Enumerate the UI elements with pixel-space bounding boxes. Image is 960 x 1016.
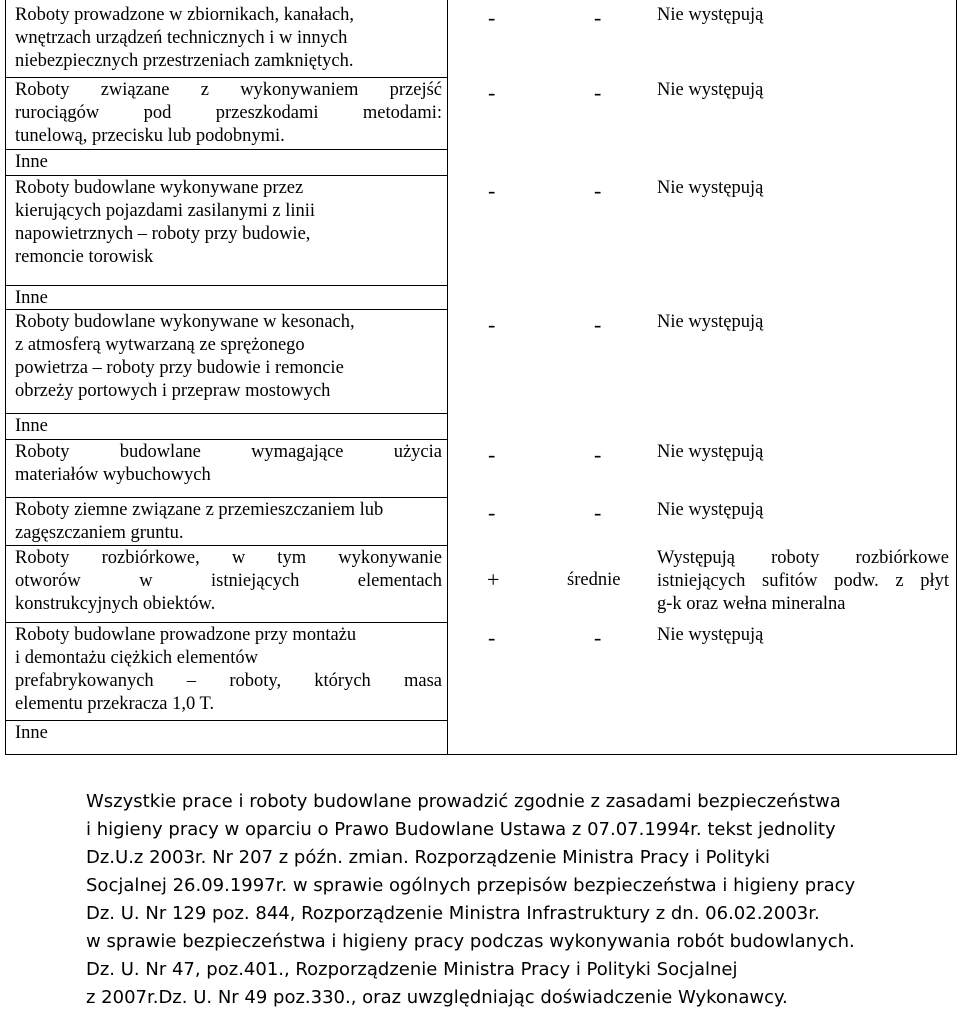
col2-mark: + [487,567,500,592]
col4-status: Nie występują [657,5,764,25]
col2-mark: - [488,80,496,105]
row-description-line: tunelową, przecisku lub podobnymi. [15,126,285,146]
col3-mark: średnie [567,570,621,590]
col2-mark: - [488,178,496,203]
row-description-line: Inne [15,152,48,172]
row-description-line: elementu przekracza 1,0 T. [15,694,215,714]
row-divider [5,285,447,286]
col4-status: g-k oraz wełna mineralna [657,594,846,614]
col3-mark: - [594,442,602,467]
row-description-line: rurociągów pod przeszkodami metodami: [15,103,442,123]
row-divider [5,149,447,150]
row-description-line: Roboty ziemne związane z przemieszczaniem lub [15,500,384,520]
row-divider [5,720,447,721]
column-divider [447,0,448,755]
col3-mark: - [594,178,602,203]
row-description-line: prefabrykowanych – roboty, których masa [15,671,442,691]
row-description-line: remoncie torowisk [15,247,154,267]
footer-note [86,788,954,1012]
row-description-line: Roboty rozbiórkowe, w tym wykonywanie [15,548,442,568]
row-description-line: kierujących pojazdami zasilanymi z linii [15,201,316,221]
footer-line: Dz. U. Nr 47, poz.401., Rozporządzenie Ministra Pracy i Polityki Socjalnej [86,959,738,980]
col3-mark: - [594,625,602,650]
row-description-line: Roboty budowlane prowadzone przy montażu [15,625,357,645]
row-description-line: materiałów wybuchowych [15,465,211,485]
table-bottom-border [5,754,957,755]
row-description-line: Roboty prowadzone w zbiornikach, kanałach, [15,5,355,25]
col2-mark: - [488,5,496,30]
col3-mark: - [594,5,602,30]
footer-line: z 2007r.Dz. U. Nr 49 poz.330., oraz uwzględniając doświadczenie Wykonawcy. [86,987,788,1008]
row-description-line: wnętrzach urządzeń technicznych i w innych [15,28,348,48]
col2-mark: - [488,625,496,650]
footer-line: Socjalnej 26.09.1997r. w sprawie ogólnych przepisów bezpieczeństwa i higieny pracy [86,875,856,896]
footer-line: Wszystkie prace i roboty budowlane prowadzić zgodnie z zasadami bezpieczeństwa [86,791,841,812]
col4-status: Nie występują [657,625,764,645]
row-description-line: Inne [15,416,48,436]
row-divider [5,622,447,623]
col4-status: Nie występują [657,442,764,462]
col2-mark: - [488,312,496,337]
row-description-line: niebezpiecznych przestrzeniach zamkniętych. [15,51,354,71]
row-divider [5,413,447,414]
col2-mark: - [488,500,496,525]
footer-line: Dz. U. Nr 129 poz. 844, Rozporządzenie Ministra Infrastruktury z dn. 06.02.2003r. [86,903,820,924]
footer-line: i higieny pracy w oparciu o Prawo Budowlane Ustawa z 07.07.1994r. tekst jednolity [86,819,836,840]
col4-status: Nie występują [657,80,764,100]
row-divider [5,175,447,176]
row-divider [5,309,447,310]
col3-mark: - [594,312,602,337]
col4-status: Nie występują [657,178,764,198]
row-divider [5,439,447,440]
row-description-line: Roboty budowlane wymagające użycia [15,442,442,462]
col4-status: Nie występują [657,500,764,520]
row-divider [5,77,447,78]
row-description-line: zagęszczaniem gruntu. [15,523,184,543]
col3-mark: - [594,500,602,525]
row-description-line: Roboty budowlane wykonywane w kesonach, [15,312,355,332]
row-description-line: obrzeży portowych i przepraw mostowych [15,381,331,401]
col3-mark: - [594,80,602,105]
row-description-line: i demontażu ciężkich elementów [15,648,258,668]
footer-line: Dz.U.z 2003r. Nr 207 z późn. zmian. Rozporządzenie Ministra Pracy i Polityki [86,847,771,868]
row-divider [5,497,447,498]
row-description-line: otworów w istniejących elementach [15,571,442,591]
row-description-line: Inne [15,723,48,743]
col4-status: Nie występują [657,312,764,332]
column-divider [956,0,957,755]
row-description-line: z atmosferą wytwarzaną ze sprężonego [15,335,305,355]
row-description-line: Roboty związane z wykonywaniem przejść [15,80,442,100]
col2-mark: - [488,442,496,467]
col4-status: istniejących sufitów podw. z płyt [657,571,949,591]
row-description-line: powietrza – roboty przy budowie i remoncie [15,358,344,378]
footer-line: w sprawie bezpieczeństwa i higieny pracy podczas wykonywania robót budowlanych. [86,931,855,952]
row-description-line: Roboty budowlane wykonywane przez [15,178,304,198]
row-description-line: konstrukcyjnych obiektów. [15,594,216,614]
row-description-line: Inne [15,288,48,308]
col4-status: Występują roboty rozbiórkowe [657,548,949,568]
row-description-line: napowietrznych – roboty przy budowie, [15,224,311,244]
column-divider [5,0,6,755]
row-divider [5,545,447,546]
